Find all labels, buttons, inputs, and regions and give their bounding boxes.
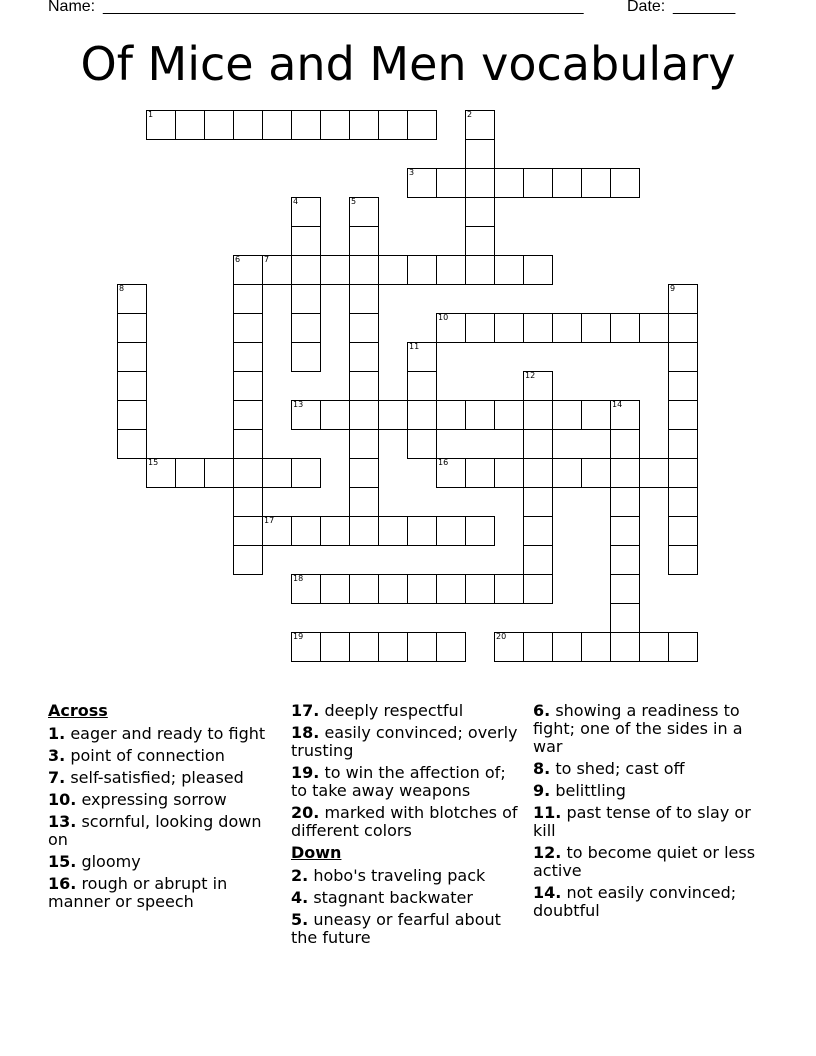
crossword-cell[interactable] [233, 371, 263, 401]
crossword-cell[interactable] [668, 400, 698, 430]
crossword-cell[interactable] [436, 632, 466, 662]
across-clue [48, 769, 280, 787]
clue-number: 17. [291, 701, 320, 720]
crossword-cell[interactable] [291, 197, 321, 227]
crossword-cell[interactable] [523, 313, 553, 343]
crossword-cell[interactable] [233, 400, 263, 430]
crossword-cell[interactable] [436, 574, 466, 604]
crossword-cell[interactable] [523, 545, 553, 575]
crossword-cell[interactable] [610, 545, 640, 575]
crossword-cell[interactable] [233, 342, 263, 372]
across-clue [48, 747, 280, 765]
clue-number: 1. [48, 724, 66, 743]
crossword-cell[interactable] [465, 197, 495, 227]
down-clue [533, 844, 765, 880]
crossword-cell[interactable] [262, 516, 292, 546]
clue-number-label: 20 [496, 632, 507, 641]
crossword-cell[interactable] [233, 110, 263, 140]
crossword-cell[interactable] [407, 429, 437, 459]
crossword-cell[interactable] [552, 168, 582, 198]
down-heading: Down [291, 843, 342, 862]
crossword-cell[interactable] [494, 574, 524, 604]
crossword-cell[interactable] [291, 516, 321, 546]
clue-text: rough or abrupt in manner or speech [48, 874, 228, 911]
clue-text: gloomy [81, 852, 141, 871]
crossword-cell[interactable] [436, 168, 466, 198]
crossword-cell[interactable] [407, 574, 437, 604]
crossword-cell[interactable] [610, 458, 640, 488]
across-clue [48, 853, 280, 871]
crossword-cell[interactable] [581, 458, 611, 488]
crossword-cell[interactable] [349, 255, 379, 285]
crossword-cell[interactable] [523, 255, 553, 285]
crossword-cell[interactable] [233, 458, 263, 488]
crossword-cell[interactable] [465, 168, 495, 198]
crossword-cell[interactable] [436, 255, 466, 285]
clue-number-label: 6 [235, 255, 241, 264]
clue-text: to shed; cast off [555, 759, 685, 778]
crossword-cell[interactable] [291, 342, 321, 372]
crossword-cell[interactable] [378, 255, 408, 285]
clue-number-label: 14 [612, 400, 623, 409]
crossword-cell[interactable] [494, 400, 524, 430]
crossword-cell[interactable] [378, 110, 408, 140]
crossword-cell[interactable] [175, 458, 205, 488]
crossword-cell[interactable] [494, 458, 524, 488]
clue-text: to win the affection of; to take away weapons [291, 763, 506, 800]
across-clue [291, 804, 523, 840]
crossword-cell[interactable] [465, 516, 495, 546]
clue-text: scornful, looking down on [48, 812, 262, 849]
crossword-cell[interactable] [523, 400, 553, 430]
clue-number: 13. [48, 812, 77, 831]
name-blank-line: ______________________________________________________ [103, 0, 584, 15]
clue-number: 7. [48, 768, 66, 787]
crossword-cell[interactable] [349, 313, 379, 343]
crossword-cell[interactable] [639, 458, 669, 488]
crossword-cell[interactable] [349, 516, 379, 546]
down-clue [291, 867, 523, 885]
crossword-cell[interactable] [320, 255, 350, 285]
date-blank-line: _______ [673, 0, 736, 15]
clue-text: marked with blotches of different colors [291, 803, 518, 840]
crossword-cell[interactable] [146, 110, 176, 140]
across-clue [48, 725, 280, 743]
crossword-cell[interactable] [349, 574, 379, 604]
crossword-cell[interactable] [233, 545, 263, 575]
clue-column-3 [533, 702, 765, 924]
crossword-cell[interactable] [465, 226, 495, 256]
crossword-cell[interactable] [407, 371, 437, 401]
crossword-cell[interactable] [581, 632, 611, 662]
clue-number-label: 5 [351, 197, 357, 206]
crossword-cell[interactable] [117, 313, 147, 343]
crossword-cell[interactable] [494, 313, 524, 343]
crossword-cell[interactable] [552, 458, 582, 488]
crossword-cell[interactable] [349, 110, 379, 140]
crossword-cell[interactable] [581, 168, 611, 198]
crossword-cell[interactable] [378, 516, 408, 546]
clue-number-label: 12 [525, 371, 536, 380]
crossword-cell[interactable] [291, 400, 321, 430]
crossword-cell[interactable] [204, 110, 234, 140]
crossword-cell[interactable] [523, 429, 553, 459]
crossword-cell[interactable] [233, 255, 263, 285]
crossword-cell[interactable] [610, 400, 640, 430]
clue-number-label: 15 [148, 458, 159, 467]
crossword-cell[interactable] [262, 255, 292, 285]
crossword-cell[interactable] [291, 284, 321, 314]
down-clue [291, 889, 523, 907]
crossword-cell[interactable] [581, 400, 611, 430]
clue-number: 6. [533, 701, 551, 720]
crossword-cell[interactable] [320, 110, 350, 140]
crossword-cell[interactable] [349, 226, 379, 256]
down-clue [533, 760, 765, 778]
crossword-cell[interactable] [407, 255, 437, 285]
clue-text: showing a readiness to fight; one of the sides in a war [533, 701, 743, 756]
clue-text: hobo's traveling pack [313, 866, 486, 885]
clue-number: 12. [533, 843, 562, 862]
down-clue [533, 884, 765, 920]
crossword-cell[interactable] [581, 313, 611, 343]
clue-number-label: 2 [467, 110, 473, 119]
crossword-cell[interactable] [407, 342, 437, 372]
crossword-cell[interactable] [407, 400, 437, 430]
crossword-cell[interactable] [610, 429, 640, 459]
crossword-cell[interactable] [465, 255, 495, 285]
clue-number-label: 8 [119, 284, 125, 293]
clue-text: uneasy or fearful about the future [291, 910, 501, 947]
clue-text: belittling [555, 781, 626, 800]
crossword-cell[interactable] [523, 574, 553, 604]
crossword-cell[interactable] [523, 487, 553, 517]
crossword-cell[interactable] [465, 139, 495, 169]
crossword-cell[interactable] [233, 429, 263, 459]
clue-number-label: 1 [148, 110, 154, 119]
clue-text: deeply respectful [324, 701, 464, 720]
clue-number-label: 3 [409, 168, 415, 177]
crossword-cell[interactable] [668, 284, 698, 314]
crossword-cell[interactable] [523, 371, 553, 401]
crossword-cell[interactable] [349, 342, 379, 372]
clue-column-1 [48, 702, 280, 915]
clue-text: easily convinced; overly trusting [291, 723, 518, 760]
crossword-cell[interactable] [610, 168, 640, 198]
down-clue [533, 804, 765, 840]
crossword-cell[interactable] [262, 458, 292, 488]
crossword-cell[interactable] [117, 342, 147, 372]
clue-number: 5. [291, 910, 309, 929]
crossword-cell[interactable] [668, 429, 698, 459]
clue-number: 10. [48, 790, 77, 809]
crossword-cell[interactable] [117, 371, 147, 401]
crossword-cell[interactable] [233, 487, 263, 517]
crossword-cell[interactable] [668, 313, 698, 343]
crossword-cell[interactable] [262, 110, 292, 140]
across-clue [291, 764, 523, 800]
crossword-cell[interactable] [610, 487, 640, 517]
crossword-cell[interactable] [552, 313, 582, 343]
clue-number: 11. [533, 803, 562, 822]
clue-number-label: 4 [293, 197, 299, 206]
clue-number-label: 19 [293, 632, 304, 641]
clue-column-2 [291, 702, 523, 951]
crossword-cell[interactable] [639, 632, 669, 662]
crossword-cell[interactable] [291, 632, 321, 662]
crossword-cell[interactable] [523, 516, 553, 546]
clue-text: expressing sorrow [81, 790, 227, 809]
crossword-cell[interactable] [610, 516, 640, 546]
crossword-cell[interactable] [610, 632, 640, 662]
crossword-cell[interactable] [146, 458, 176, 488]
crossword-cell[interactable] [465, 574, 495, 604]
crossword-cell[interactable] [233, 313, 263, 343]
crossword-cell[interactable] [291, 458, 321, 488]
crossword-cell[interactable] [610, 574, 640, 604]
clue-number: 18. [291, 723, 320, 742]
crossword-cell[interactable] [436, 313, 466, 343]
across-clue [48, 791, 280, 809]
crossword-cell[interactable] [552, 400, 582, 430]
crossword-cell[interactable] [291, 226, 321, 256]
crossword-cell[interactable] [523, 632, 553, 662]
crossword-cell[interactable] [494, 168, 524, 198]
crossword-cell[interactable] [668, 487, 698, 517]
crossword-cell[interactable] [668, 632, 698, 662]
crossword-cell[interactable] [407, 516, 437, 546]
clue-number: 20. [291, 803, 320, 822]
clue-number: 3. [48, 746, 66, 765]
crossword-cell[interactable] [378, 632, 408, 662]
clue-number: 8. [533, 759, 551, 778]
clue-text: point of connection [70, 746, 225, 765]
crossword-cell[interactable] [639, 313, 669, 343]
crossword-cell[interactable] [349, 197, 379, 227]
across-heading: Across [48, 701, 108, 720]
clue-number-label: 7 [264, 255, 270, 264]
clue-text: eager and ready to fight [70, 724, 266, 743]
crossword-cell[interactable] [349, 487, 379, 517]
crossword-cell[interactable] [320, 574, 350, 604]
clue-number-label: 10 [438, 313, 449, 322]
clue-text: to become quiet or less active [533, 843, 756, 880]
crossword-cell[interactable] [349, 429, 379, 459]
crossword-cell[interactable] [117, 429, 147, 459]
crossword-cell[interactable] [465, 313, 495, 343]
crossword-cell[interactable] [668, 516, 698, 546]
crossword-cell[interactable] [494, 255, 524, 285]
clue-number-label: 16 [438, 458, 449, 467]
crossword-cell[interactable] [291, 255, 321, 285]
crossword-cell[interactable] [552, 632, 582, 662]
crossword-cell[interactable] [233, 284, 263, 314]
clue-number: 14. [533, 883, 562, 902]
across-clue [48, 875, 280, 911]
across-clue [48, 813, 280, 849]
clue-text: self-satisfied; pleased [70, 768, 244, 787]
clue-number-label: 18 [293, 574, 304, 583]
down-clue [533, 782, 765, 800]
crossword-cell[interactable] [610, 313, 640, 343]
crossword-cell[interactable] [610, 603, 640, 633]
crossword-cell[interactable] [291, 313, 321, 343]
clue-number: 16. [48, 874, 77, 893]
crossword-cell[interactable] [407, 632, 437, 662]
crossword-cell[interactable] [436, 458, 466, 488]
crossword-cell[interactable] [117, 284, 147, 314]
clue-number-label: 9 [670, 284, 676, 293]
crossword-cell[interactable] [465, 110, 495, 140]
crossword-cell[interactable] [349, 400, 379, 430]
clue-number: 4. [291, 888, 309, 907]
crossword-cell[interactable] [320, 516, 350, 546]
across-clue [291, 724, 523, 760]
crossword-cell[interactable] [291, 110, 321, 140]
crossword-cell[interactable] [349, 284, 379, 314]
crossword-cell[interactable] [523, 168, 553, 198]
crossword-cell[interactable] [349, 458, 379, 488]
crossword-cell[interactable] [668, 458, 698, 488]
clue-number: 15. [48, 852, 77, 871]
clue-number-label: 17 [264, 516, 275, 525]
date-label: Date: [627, 0, 666, 15]
clue-number: 2. [291, 866, 309, 885]
crossword-cell[interactable] [117, 400, 147, 430]
across-clue [291, 702, 523, 720]
crossword-cell[interactable] [668, 342, 698, 372]
clue-text: past tense of to slay or kill [533, 803, 751, 840]
clue-number-label: 11 [409, 342, 420, 351]
crossword-cell[interactable] [465, 458, 495, 488]
crossword-cell[interactable] [668, 371, 698, 401]
crossword-cell[interactable] [349, 371, 379, 401]
clue-number-label: 13 [293, 400, 304, 409]
down-clue [291, 911, 523, 947]
crossword-cell[interactable] [494, 632, 524, 662]
clue-number: 19. [291, 763, 320, 782]
crossword-cell[interactable] [320, 400, 350, 430]
page-title: Of Mice and Men vocabulary [80, 37, 736, 91]
crossword-cell[interactable] [436, 516, 466, 546]
crossword-cell[interactable] [349, 632, 379, 662]
crossword-cell[interactable] [175, 110, 205, 140]
down-clue [533, 702, 765, 756]
crossword-cell[interactable] [320, 632, 350, 662]
crossword-cell[interactable] [407, 168, 437, 198]
clue-text: stagnant backwater [313, 888, 473, 907]
crossword-cell[interactable] [668, 545, 698, 575]
crossword-cell[interactable] [378, 400, 408, 430]
crossword-cell[interactable] [233, 516, 263, 546]
crossword-cell[interactable] [291, 574, 321, 604]
crossword-cell[interactable] [378, 574, 408, 604]
crossword-cell[interactable] [204, 458, 234, 488]
crossword-cell[interactable] [523, 458, 553, 488]
name-label: Name: [48, 0, 96, 15]
clue-number: 9. [533, 781, 551, 800]
crossword-cell[interactable] [407, 110, 437, 140]
clue-text: not easily convinced; doubtful [533, 883, 737, 920]
crossword-cell[interactable] [465, 400, 495, 430]
crossword-cell[interactable] [436, 400, 466, 430]
